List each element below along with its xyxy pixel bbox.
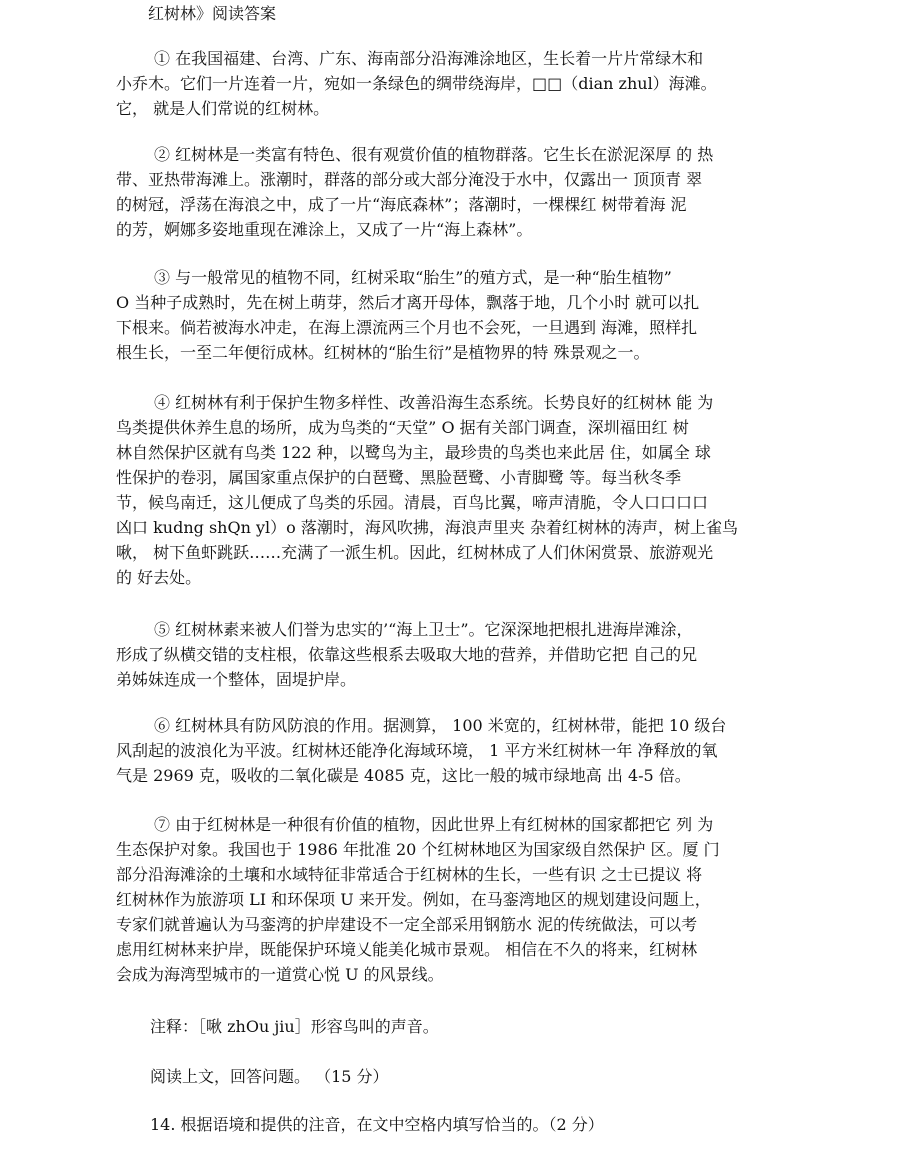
paragraph-line: 形成了纵横交错的支柱根，依靠这些根系去吸取大地的营养，并借助它把 自己的兄 [116,645,698,664]
paragraph-line: 弟姊妹连成一个整体，固堤护岸。 [116,670,357,689]
paragraph-line: 鸟类提供休养生息的场所，成为鸟类的“天堂” O 据有关部门调查，深圳福田红 树 [116,418,689,437]
question-14: 14. 根据语境和提供的注音，在文中空格内填写恰当的。（2 分） [150,1115,604,1134]
paragraph-6 [116,713,806,788]
document-title: 红树林》阅读答案 [148,4,277,23]
paragraph-line: ④ 红树林有利于保护生物多样性、改善沿海生态系统。长势良好的红树林 能 为 [154,393,714,412]
paragraph-line: 小乔木。它们一片连着一片，宛如一条绿色的绸带绕海岸，□□（dian zhul）海滩。 [116,74,717,93]
paragraph-1 [116,46,806,121]
annotation-note: 注释：［啾 zhOu jiu］形容鸟叫的声音。 [150,1017,439,1036]
paragraph-2 [116,142,806,242]
paragraph-7 [116,812,806,987]
paragraph-line: 林自然保护区就有鸟类 122 种，以鹭鸟为主，最珍贵的鸟类也来此居 住，如属全 球 [116,443,711,462]
paragraph-line: ② 红树林是一类富有特色、很有观赏价值的植物群落。它生长在淤泥深厚 的 热 [154,145,714,164]
paragraph-line: 的树冠，浮荡在海浪之中，成了一片“海底森林”；落潮时，一棵棵红 树带着海 泥 [116,195,687,214]
paragraph-line: 会成为海湾型城市的一道赏心悦 U 的风景线。 [116,965,444,984]
paragraph-line: 性保护的卷羽，属国家重点保护的白琶鹭、黑脸琶鹭、小青脚鹭 等。每当秋冬季 [116,468,682,487]
paragraph-line: 生态保护对象。我国也于 1986 年批准 20 个红树林地区为国家级自然保护 区。厦 门 [116,840,720,859]
paragraph-line: ⑦ 由于红树林是一种很有价值的植物，因此世界上有红树林的国家都把它 列 为 [154,815,714,834]
paragraph-line: 啾， 树下鱼虾跳跃……充满了一派生机。因此，红树林成了人们休闲赏景、旅游观光 [116,543,714,562]
reading-instruction: 阅读上文，回答问题。 （15 分） [150,1067,389,1086]
paragraph-line: 下根来。倘若被海水冲走，在海上漂流两三个月也不会死，一旦遇到 海滩，照样扎 [116,318,698,337]
paragraph-line: ① 在我国福建、台湾、广东、海南部分沿海滩涂地区，生长着一片片常绿木和 [154,49,704,68]
paragraph-line: O 当种子成熟时，先在树上萌芽，然后才离开母体，飘落于地，几个小时 就可以扎 [116,293,700,312]
paragraph-5 [116,617,806,692]
paragraph-line: 它， 就是人们常说的红树林。 [116,99,330,118]
paragraph-line: 部分沿海滩涂的土壤和水域特征非常适合于红树林的生长，一些有识 之士已提议 将 [116,865,703,884]
paragraph-line: 的芳，婀娜多姿地重现在滩涂上，又成了一片“海上森林”。 [116,220,533,239]
paragraph-line: ⑥ 红树林具有防风防浪的作用。据测算， 100 米宽的，红树林带，能把 10 级台 [154,716,727,735]
paragraph-line: 的 好去处。 [116,568,202,587]
paragraph-line: 气是 2969 克，吸收的二氧化碳是 4085 克，这比一般的城市绿地高 出 4-5 倍。 [116,766,691,785]
paragraph-line: 带、亚热带海滩上。涨潮时，群落的部分或大部分淹没于水中，仅露出一 顶顶青 翠 [116,170,703,189]
paragraph-line: ⑤ 红树林素来被人们誉为忠实的’“海上卫士”。它深深地把根扎进海岸滩涂， [154,620,693,639]
paragraph-line: 节，候鸟南迁，这儿便成了鸟类的乐园。清晨，百鸟比翼，啼声清脆，令人口口口口 [116,493,709,512]
paragraph-line: 虑用红树林来护岸，既能保护环境乂能美化城市景观。 相信在不久的将来，红树林 [116,940,698,959]
paragraph-line: ③ 与一般常见的植物不同，红树采取“胎生”的殖方式，是一种“胎生植物” [154,268,672,287]
paragraph-line: 根生长，一至二年便衍成林。红树林的“胎生衍”是植物界的特 殊景观之一。 [116,343,650,362]
paragraph-line: 凶口 kudng shQn yl）o 落潮时，海风吹拂，海浪声里夹 杂着红树林的涛声，树上雀鸟 [116,518,738,537]
paragraph-line: 红树林作为旅游项 LI 和环保项 U 来开发。例如，在马銮湾地区的规划建设问题上， [116,890,711,909]
paragraph-3 [116,265,806,365]
paragraph-line: 专家们就普遍认为马銮湾的护岸建设不一定全部采用钢筋水 泥的传统做法，可以考 [116,915,698,934]
paragraph-4 [116,390,806,590]
paragraph-line: 风刮起的波浪化为平波。红树林还能净化海域环境， 1 平方米红树林一年 净释放的氧 [116,741,718,760]
